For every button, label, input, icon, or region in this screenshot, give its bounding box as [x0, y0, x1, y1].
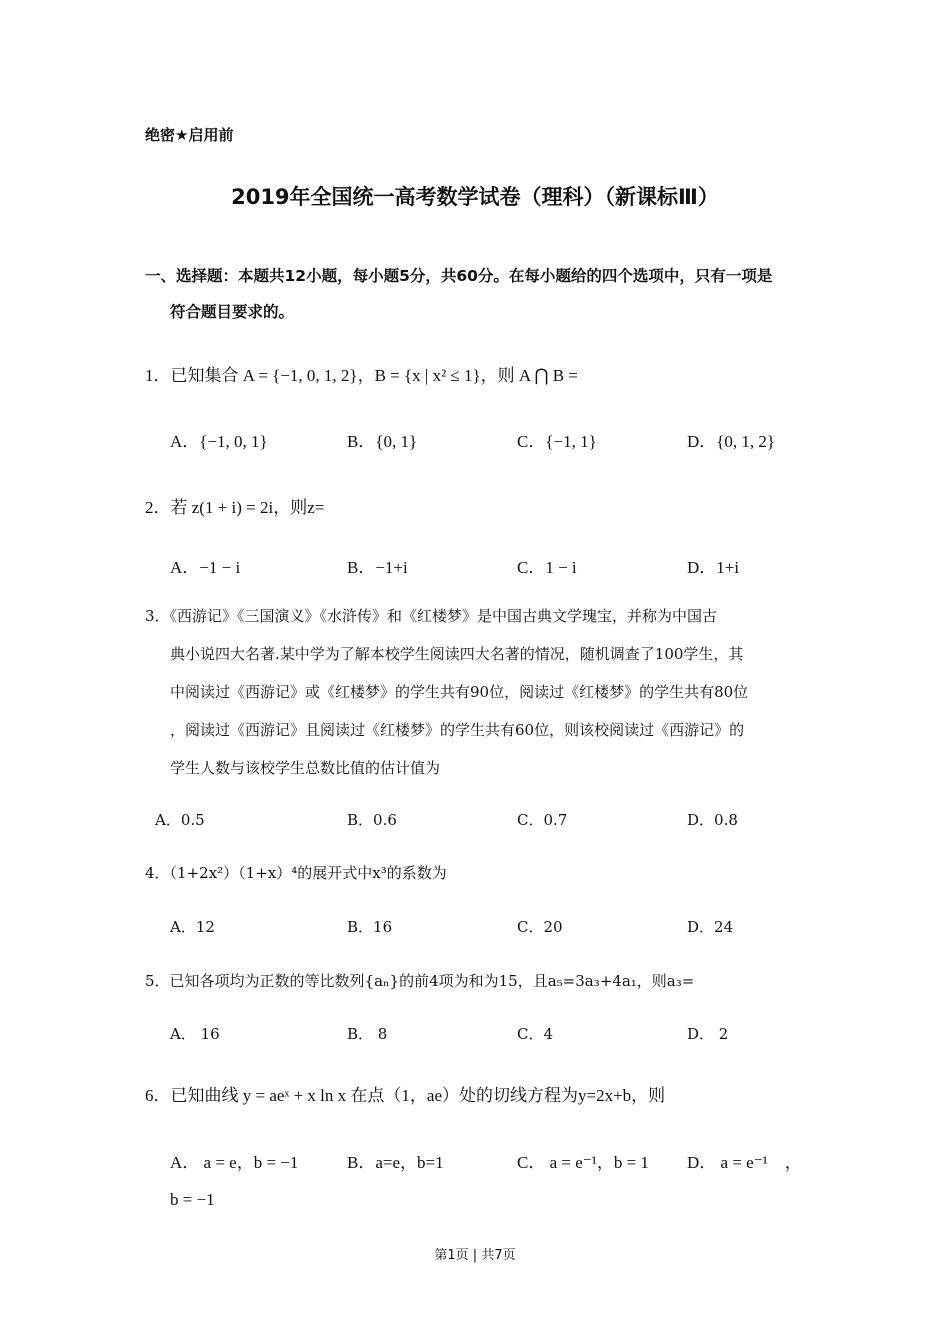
question-4-option-a: A．12: [170, 918, 215, 936]
question-1-option-b: B．{0, 1}: [347, 432, 418, 451]
question-6-option-c: C． a = e⁻¹，b = 1: [517, 1153, 649, 1172]
question-5-option-c: C．4: [517, 1025, 554, 1043]
question-4-option-d: D．24: [687, 918, 734, 936]
question-3-option-a: A．0.5: [155, 811, 205, 829]
exam-title: 2019年全国统一高考数学试卷（理科）（新课标Ⅲ）: [231, 185, 719, 209]
question-5-option-a: A． 16: [170, 1025, 220, 1043]
page-footer: 第1页 | 共7页: [434, 1248, 516, 1263]
question-2-option-c: C．1 − i: [517, 558, 577, 577]
question-3-option-d: D．0.8: [687, 811, 738, 829]
question-3-stem-line4: ，阅读过《西游记》且阅读过《红楼梦》的学生共有60位，则该校阅读过《西游记》的: [170, 721, 745, 739]
question-3-option-c: C．0.7: [517, 811, 568, 829]
question-4-option-c: C．20: [517, 918, 563, 936]
section-heading-line1: 一、选择题：本题共12小题，每小题5分，共60分。在每小题给的四个选项中，只有一项是: [145, 267, 773, 285]
question-2-stem: 2．若 z(1 + i) = 2i，则z=: [145, 498, 325, 517]
question-3-stem-line2: 典小说四大名著.某中学为了解本校学生阅读四大名著的情况，随机调查了100学生，其: [170, 645, 744, 663]
question-6-stem: 6．已知曲线 y = aeˣ + x ln x 在点（1，ae）处的切线方程为y=2x+b，则: [145, 1086, 666, 1105]
question-2-option-d: D．1+i: [687, 558, 740, 577]
question-1-option-c: C．{−1, 1}: [517, 432, 597, 451]
question-6-option-d: D． a = e⁻¹ ，: [687, 1153, 802, 1172]
question-1-option-a: A．{−1, 0, 1}: [170, 432, 268, 451]
question-3-stem-line3: 中阅读过《西游记》或《红楼梦》的学生共有90位，阅读过《红楼梦》的学生共有80位: [170, 683, 749, 701]
question-4-stem: 4．（1+2x²）（1+x）⁴的展开式中x³的系数为: [145, 864, 447, 882]
question-3-stem-line5: 学生人数与该校学生总数比值的估计值为: [170, 759, 441, 777]
question-6-option-d-continued: b = −1: [170, 1190, 215, 1209]
question-5-option-d: D． 2: [687, 1025, 729, 1043]
question-6-option-a: A． a = e，b = −1: [170, 1153, 299, 1172]
question-2-option-b: B．−1+i: [347, 558, 408, 577]
section-heading-line2: 符合题目要求的。: [170, 303, 295, 321]
question-3-stem-line1: 3．《西游记》《三国演义》《水浒传》和《红楼梦》是中国古典文学瑰宝，并称为中国古: [145, 607, 718, 625]
question-2-option-a: A．−1 − i: [170, 558, 241, 577]
question-4-option-b: B．16: [347, 918, 393, 936]
question-1-option-d: D．{0, 1, 2}: [687, 432, 776, 451]
question-1-stem: 1．已知集合 A = {−1, 0, 1, 2}，B = {x | x² ≤ 1}，则 A ⋂ B =: [145, 366, 578, 385]
confidential-label: 绝密★启用前: [145, 126, 234, 144]
question-3-option-b: B．0.6: [347, 811, 397, 829]
question-5-stem: 5．已知各项均为正数的等比数列{aₙ}的前4项为和为15，且a₅=3a₃+4a₁，则a₃=: [145, 972, 695, 990]
question-6-option-b: B．a=e，b=1: [347, 1153, 444, 1172]
question-5-option-b: B． 8: [347, 1025, 388, 1043]
